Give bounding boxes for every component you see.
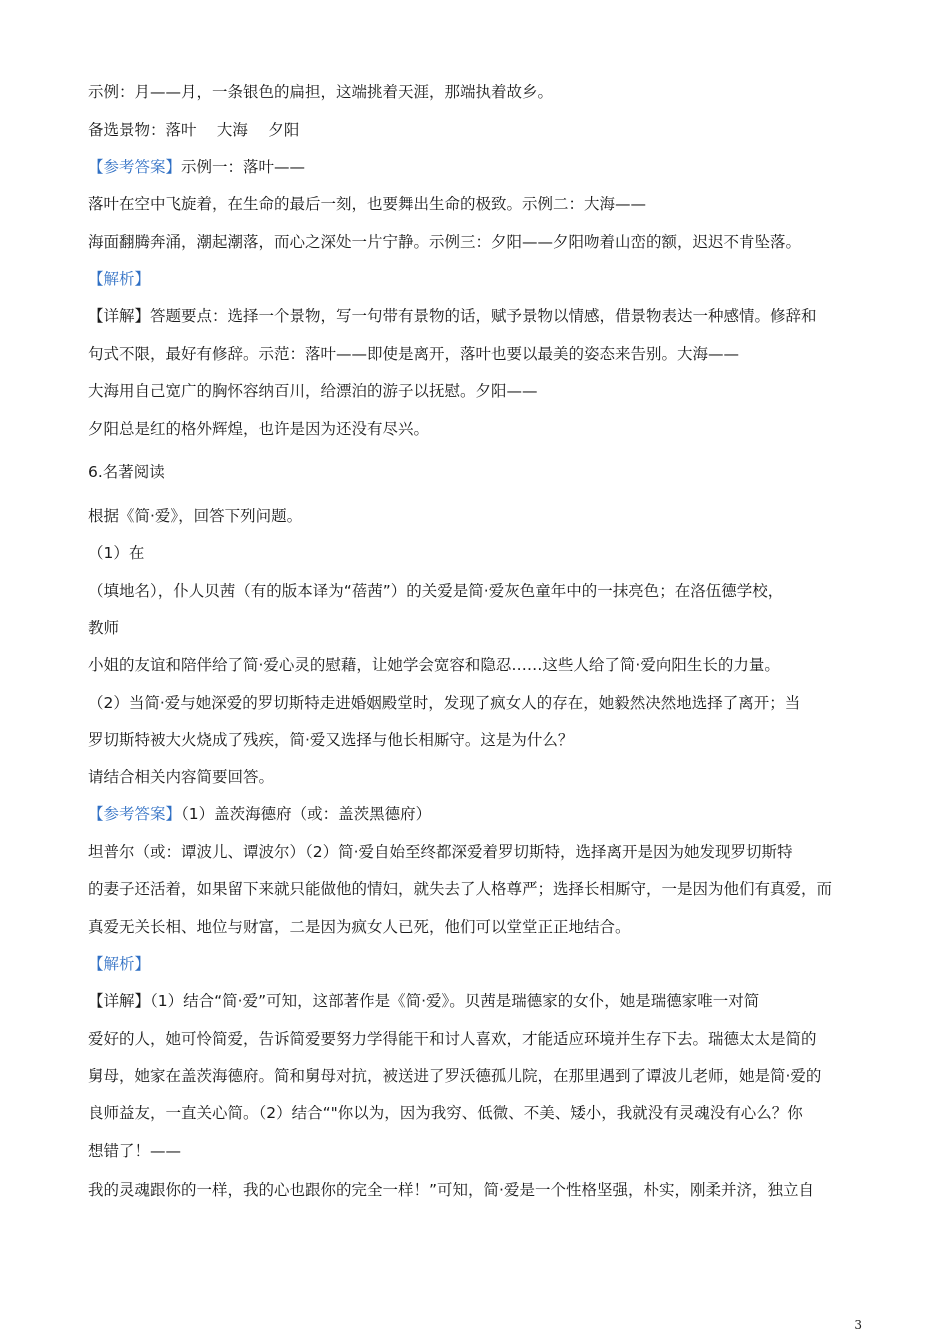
text-line: 备选景物：落叶 大海 夕阳 (88, 121, 300, 139)
text-line: 海面翻腾奔涌，潮起潮落，而心之深处一片宁静。示例三：夕阳——夕阳吻着山峦的额，迟迟不肯坠落。 (88, 233, 802, 251)
text-line: 罗切斯特被大火烧成了残疾，简·爱又选择与他长相厮守。这是为什么？ (88, 731, 574, 749)
text-line: 坦普尔（或：谭波儿、谭波尔）（2）简·爱自始至终都深爱着罗切斯特，选择离开是因为她发现罗切斯特 (88, 843, 793, 861)
text-line: 舅母，她家在盖茨海德府。简和舅母对抗，被送进了罗沃德孤儿院，在那里遇到了谭波儿老师，她是简·爱的 (88, 1067, 822, 1085)
text-line: 请结合相关内容简要回答。 (88, 768, 275, 786)
text-line: （填地名），仆人贝茜（有的版本译为“蓓茜”）的关爱是简·爱灰色童年中的一抹亮色；在洛伍德学校， (88, 582, 784, 600)
text-line: 【详解】（1）结合“简·爱”可知，这部著作是《简·爱》。贝茜是瑞德家的女仆，她是瑞德家唯一对简 (88, 992, 760, 1010)
analysis-tag: 【解析】 (88, 270, 151, 288)
text-line: 教师 (88, 619, 120, 637)
text-line: 【详解】答题要点：选择一个景物，写一句带有景物的话，赋予景物以情感，借景物表达一种感情。修辞和 (88, 307, 817, 325)
text-line: （2）当简·爱与她深爱的罗切斯特走进婚姻殿堂时，发现了疯女人的存在，她毅然决然地选择了离开；当 (88, 694, 801, 712)
text-line: 落叶在空中飞旋着，在生命的最后一刻，也要舞出生命的极致。示例二：大海—— (88, 195, 647, 213)
text-line: 小姐的友谊和陪伴给了简·爱心灵的慰藉，让她学会宽容和隐忍……这些人给了简·爱向阳生长的力量。 (88, 656, 780, 674)
text-line: 我的灵魂跟你的一样，我的心也跟你的完全一样！”可知，简·爱是一个性格坚强，朴实，刚柔并济，独立自 (88, 1181, 814, 1199)
text-line: 真爱无关长相、地位与财富，二是因为疯女人已死，他们可以堂堂正正地结合。 (88, 918, 631, 936)
text-line: 良师益友，一直关心简。（2）结合“"你以为，因为我穷、低微、不美、矮小，我就没有灵魂没有心么？你 (88, 1104, 803, 1122)
text-line: 示例：月——月，一条银色的扁担，这端挑着天涯，那端执着故乡。 (88, 83, 554, 101)
reference-answer-tag: 【参考答案】 (88, 158, 182, 176)
text-line: 夕阳总是红的格外辉煌，也许是因为还没有尽兴。 (88, 420, 430, 438)
section-heading: 6.名著阅读 (88, 463, 165, 481)
text-line: 爱好的人，她可怜简爱，告诉简爱要努力学得能干和讨人喜欢，才能适应环境并生存下去。瑞德太太是简的 (88, 1030, 817, 1048)
text-line: 大海用自己宽广的胸怀容纳百川，给漂泊的游子以抚慰。夕阳—— (88, 382, 538, 400)
text-line: 的妻子还活着，如果留下来就只能做他的情妇，就失去了人格尊严；选择长相厮守，一是因为他们有真爱，而 (88, 880, 833, 898)
answer-text: 示例一：落叶—— (181, 158, 306, 176)
analysis-tag: 【解析】 (88, 955, 151, 973)
text-line: 想错了！—— (88, 1142, 182, 1160)
answer-text: （1）盖茨海德府（或：盖茨黑德府） (181, 805, 432, 823)
answer-line (88, 804, 863, 824)
text-line: 句式不限，最好有修辞。示范：落叶——即使是离开，落叶也要以最美的姿态来告别。大海—— (88, 345, 740, 363)
analysis-line (88, 954, 863, 974)
text-line: 根据《简·爱》，回答下列问题。 (88, 507, 303, 525)
reference-answer-tag: 【参考答案】 (88, 805, 182, 823)
analysis-line (88, 269, 863, 289)
page-number: 3 (854, 1318, 862, 1332)
text-line: （1）在 (88, 544, 145, 562)
answer-line (88, 157, 863, 177)
